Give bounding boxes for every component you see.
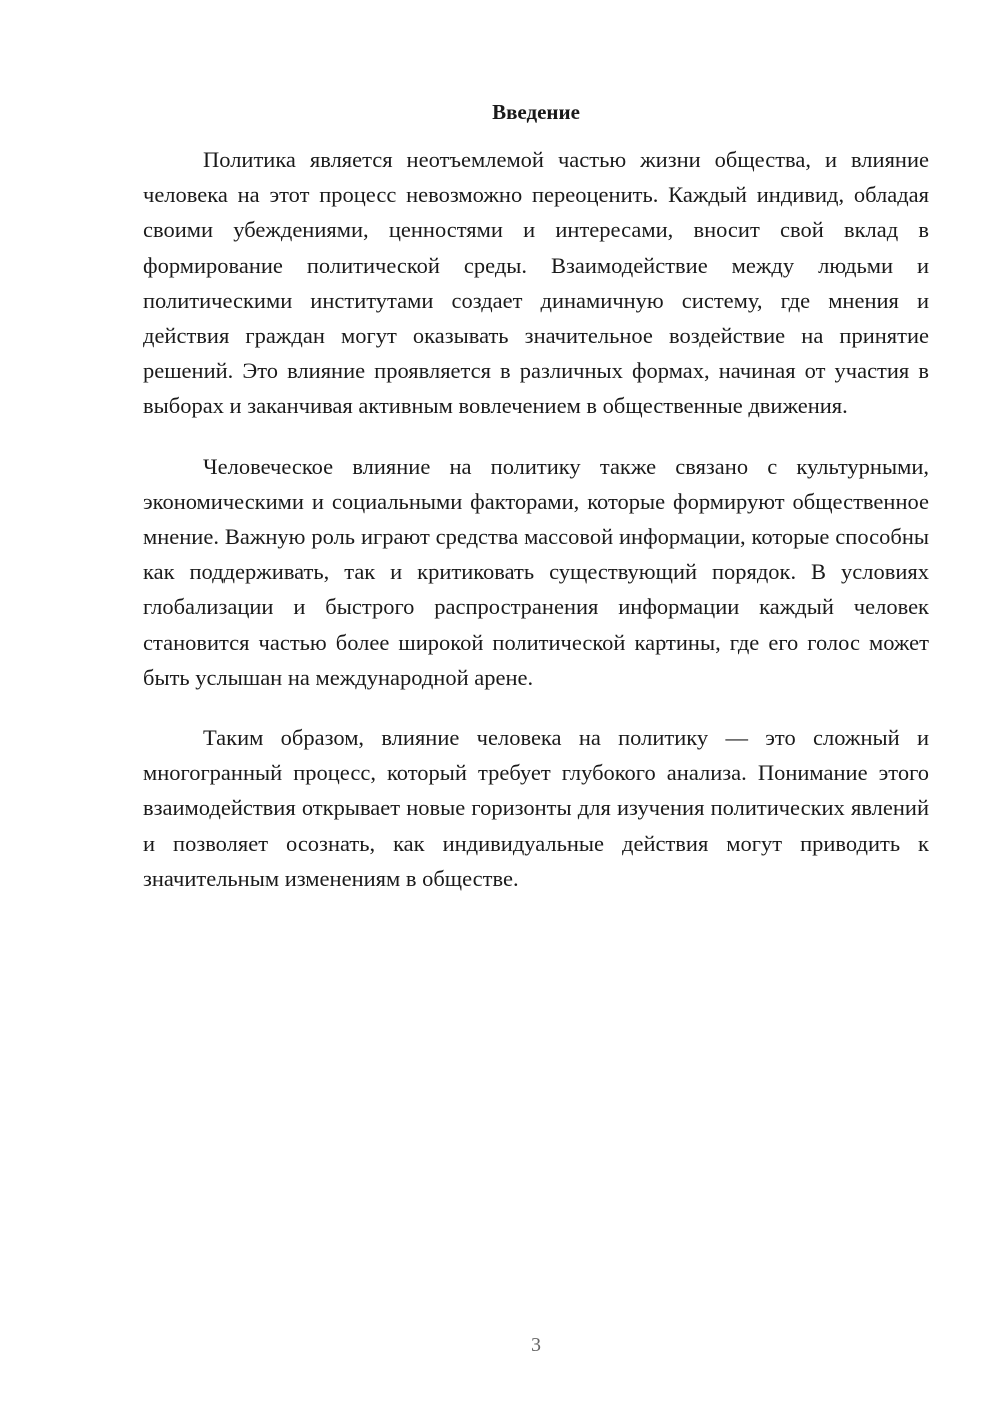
section-heading: Введение — [492, 100, 580, 124]
paragraph-1: Политика является неотъемлемой частью жизни общества, и влияние человека на этот процесс невозможно переоценить. Каждый индивид, обладая своими убеждениями, ценностями и интересами, вносит свой вклад в формирование политической среды. Взаимодействие между людьми и политическими институтами создает динамичную систему, где мнения и действия граждан могут оказывать значительное воздействие на принятие решений. Это влияние проявляется в различных формах, начиная от участия в выборах и заканчивая активным вовлечением в общественные движения. — [143, 147, 929, 419]
page-number: 3 — [531, 1334, 541, 1356]
body-text — [143, 142, 929, 921]
paragraph-3: Таким образом, влияние человека на политику — это сложный и многогранный процесс, который требует глубокого анализа. Понимание этого взаимодействия открывает новые горизонты для изучения политических явлений и позволяет осознать, как индивидуальные действия могут приводить к значительным изменениям в обществе. — [143, 725, 929, 891]
paragraph-2: Человеческое влияние на политику также связано с культурными, экономическими и социальными факторами, которые формируют общественное мнение. Важную роль играют средства массовой информации, которые способны как поддерживать, так и критиковать существующий порядок. В условиях глобализации и быстрого распространения информации каждый человек становится частью более широкой политической картины, где его голос может быть услышан на международной арене. — [143, 453, 929, 690]
